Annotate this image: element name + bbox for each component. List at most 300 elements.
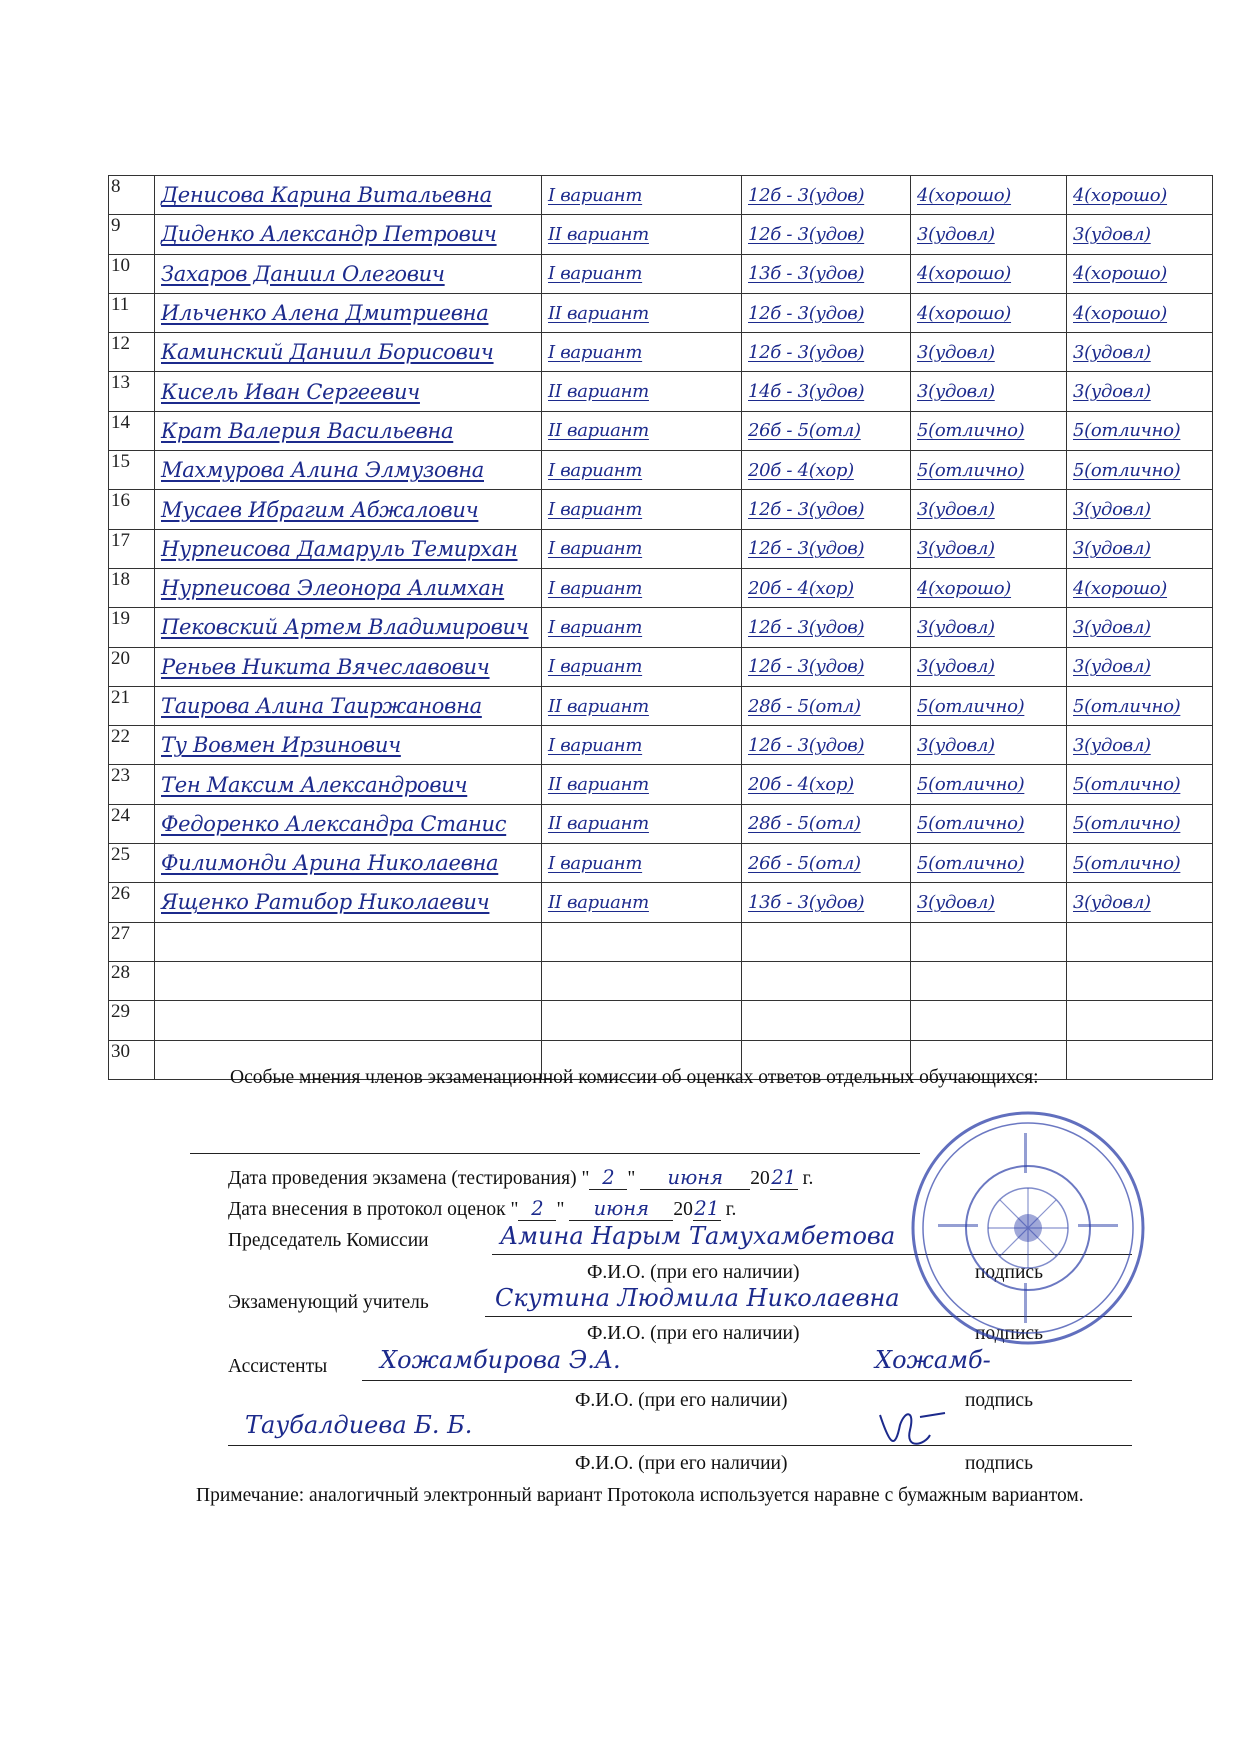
student-name: Мусаев Ибрагим Абжалович: [161, 497, 479, 522]
test-score-cell: [742, 883, 911, 922]
final-grade: 3(удовл): [1073, 223, 1151, 245]
table-row: [109, 961, 1213, 1000]
chairman-caption-sign: подпись: [975, 1262, 1043, 1283]
exam-date-year-prefix: 20: [750, 1168, 770, 1189]
test-score: 12б - 3(удов): [748, 302, 865, 324]
test-variant: I вариант: [548, 341, 643, 363]
final-grade: 5(отлично): [1073, 774, 1181, 796]
final-grade-cell: [1067, 804, 1213, 843]
exam-grade: 4(хорошо): [917, 184, 1012, 206]
exam-grade-cell: [911, 451, 1067, 490]
test-score-cell: [742, 765, 911, 804]
test-score-cell: [742, 333, 911, 372]
row-number: 27: [111, 922, 130, 944]
test-variant-cell: [542, 372, 742, 411]
protocol-date-day: 2: [518, 1197, 556, 1221]
exam-grade: 4(хорошо): [917, 302, 1012, 324]
test-score: 13б - 3(удов): [748, 263, 865, 285]
final-grade-cell: [1067, 254, 1213, 293]
row-number-cell: [109, 608, 155, 647]
student-name-cell: [155, 411, 542, 450]
row-number-cell: [109, 647, 155, 686]
final-grade-cell: [1067, 647, 1213, 686]
test-score: 12б - 3(удов): [748, 656, 865, 678]
exam-grade-cell: [911, 568, 1067, 607]
table-row: [109, 883, 1213, 922]
row-number-cell: [109, 529, 155, 568]
test-score: 20б - 4(хор): [748, 459, 854, 481]
test-variant-cell: [542, 961, 742, 1000]
student-name-cell: [155, 215, 542, 254]
exam-date-suffix: г.: [802, 1168, 814, 1189]
opinions-blank-line: [190, 1153, 920, 1154]
protocol-date-suffix: г.: [725, 1199, 737, 1220]
row-number: 12: [111, 333, 130, 355]
test-score-cell: [742, 293, 911, 332]
exam-grade: 3(удовл): [917, 734, 995, 756]
final-grade: 3(удовл): [1073, 538, 1151, 560]
test-score: 14б - 3(удов): [748, 381, 865, 403]
student-name: Денисова Карина Витальевна: [161, 183, 492, 208]
final-grade-cell: [1067, 451, 1213, 490]
exam-grade: 3(удовл): [917, 891, 995, 913]
student-name: Ященко Ратибор Николаевич: [161, 890, 490, 915]
test-variant: II вариант: [548, 420, 649, 442]
final-grade-cell: [1067, 922, 1213, 961]
remark: [190, 1480, 1145, 1512]
exam-grade: 4(хорошо): [917, 577, 1012, 599]
final-grade-cell: [1067, 765, 1213, 804]
final-grade-cell: [1067, 883, 1213, 922]
student-name-cell: [155, 883, 542, 922]
final-grade: 5(отлично): [1073, 420, 1181, 442]
test-score-cell: [742, 726, 911, 765]
test-variant: I вариант: [548, 538, 643, 560]
row-number: 16: [111, 490, 130, 512]
table-row: [109, 333, 1213, 372]
student-name-cell: [155, 333, 542, 372]
student-name: Федоренко Александра Станис: [161, 811, 507, 836]
test-score-cell: [742, 451, 911, 490]
student-name: Нурпеисова Элеонора Алимхан: [161, 576, 505, 601]
row-number-cell: [109, 176, 155, 215]
test-variant: I вариант: [548, 734, 643, 756]
table-row: [109, 529, 1213, 568]
exam-grade: 5(отлично): [917, 695, 1025, 717]
final-grade: 5(отлично): [1073, 695, 1181, 717]
exam-grade-cell: [911, 726, 1067, 765]
test-variant-cell: [542, 804, 742, 843]
student-name-cell: [155, 647, 542, 686]
test-score: 12б - 3(удов): [748, 223, 865, 245]
test-score-cell: [742, 372, 911, 411]
test-score: 12б - 3(удов): [748, 616, 865, 638]
exam-grade-cell: [911, 844, 1067, 883]
row-number-cell: [109, 726, 155, 765]
row-number: 26: [111, 883, 130, 905]
row-number: 21: [111, 686, 130, 708]
row-number-cell: [109, 254, 155, 293]
special-opinions-text: Особые мнения членов экзаменационной комиссии об оценках ответов отдельных обучающихся:: [230, 1067, 1039, 1088]
test-variant: II вариант: [548, 223, 649, 245]
assistants-label: Ассистенты: [228, 1356, 328, 1377]
table-row: [109, 411, 1213, 450]
exam-date-year: 21: [771, 1166, 797, 1189]
row-number-cell: [109, 883, 155, 922]
table-row: [109, 451, 1213, 490]
test-score: 12б - 3(удов): [748, 538, 865, 560]
student-name-cell: [155, 922, 542, 961]
final-grade: 4(хорошо): [1073, 263, 1168, 285]
final-grade: 3(удовл): [1073, 891, 1151, 913]
final-grade: 5(отлично): [1073, 813, 1181, 835]
table-row: [109, 686, 1213, 725]
final-grade-cell: [1067, 961, 1213, 1000]
final-grade-cell: [1067, 293, 1213, 332]
protocol-date-year: 21: [694, 1197, 720, 1220]
test-variant-cell: [542, 293, 742, 332]
exam-grade-cell: [911, 647, 1067, 686]
exam-grade: 3(удовл): [917, 616, 995, 638]
final-grade-cell: [1067, 608, 1213, 647]
student-name-cell: [155, 608, 542, 647]
row-number-cell: [109, 1001, 155, 1040]
examiner-label: Экзаменующий учитель: [228, 1292, 429, 1313]
test-score-cell: [742, 608, 911, 647]
student-name: Ту Вовмен Ирзинович: [161, 733, 401, 758]
row-number: 9: [111, 215, 121, 237]
table-row: [109, 804, 1213, 843]
final-grade-cell: [1067, 1001, 1213, 1040]
test-score: 26б - 5(отл): [748, 852, 861, 874]
exam-grade-cell: [911, 608, 1067, 647]
test-score-cell: [742, 254, 911, 293]
student-name-cell: [155, 726, 542, 765]
exam-grade: 5(отлично): [917, 813, 1025, 835]
row-number: 25: [111, 844, 130, 866]
row-number: 14: [111, 411, 130, 433]
assistant1-signature-line: [362, 1380, 1132, 1381]
student-name-cell: [155, 1001, 542, 1040]
exam-grade-cell: [911, 529, 1067, 568]
exam-grade-cell: [911, 961, 1067, 1000]
final-grade-cell: [1067, 568, 1213, 607]
test-variant-cell: [542, 726, 742, 765]
student-name-cell: [155, 844, 542, 883]
test-variant-cell: [542, 254, 742, 293]
student-name: Махмурова Алина Элмузовна: [161, 458, 484, 483]
assistant2-caption-fio: Ф.И.О. (при его наличии): [575, 1453, 788, 1474]
table-row: [109, 215, 1213, 254]
test-score: 12б - 3(удов): [748, 341, 865, 363]
final-grade: 4(хорошо): [1073, 184, 1168, 206]
test-score-cell: [742, 411, 911, 450]
row-number-cell: [109, 215, 155, 254]
final-grade: 3(удовл): [1073, 341, 1151, 363]
final-grade-cell: [1067, 176, 1213, 215]
test-variant: I вариант: [548, 577, 643, 599]
row-number-cell: [109, 686, 155, 725]
exam-date-label: Дата проведения экзамена (тестирования) ": [228, 1168, 590, 1189]
table-row: [109, 568, 1213, 607]
row-number-cell: [109, 451, 155, 490]
final-grade-cell: [1067, 844, 1213, 883]
row-number: 20: [111, 647, 130, 669]
exam-date-day: 2: [589, 1166, 627, 1190]
final-grade: 3(удовл): [1073, 381, 1151, 403]
test-score: 28б - 5(отл): [748, 695, 861, 717]
row-number: 24: [111, 804, 130, 826]
table-row: [109, 372, 1213, 411]
exam-grade-cell: [911, 293, 1067, 332]
final-grade-cell: [1067, 411, 1213, 450]
student-name-cell: [155, 293, 542, 332]
test-score: 20б - 4(хор): [748, 577, 854, 599]
exam-grade-cell: [911, 411, 1067, 450]
student-name: Пековский Артем Владимирович: [161, 615, 529, 640]
official-stamp: [908, 1108, 1148, 1348]
final-grade: 5(отлично): [1073, 459, 1181, 481]
student-name: Каминский Даниил Борисович: [161, 340, 494, 365]
test-variant: II вариант: [548, 695, 649, 717]
test-score: 12б - 3(удов): [748, 184, 865, 206]
row-number: 30: [111, 1040, 130, 1062]
exam-date-line: [228, 1166, 813, 1190]
test-variant: I вариант: [548, 263, 643, 285]
exam-grade-cell: [911, 333, 1067, 372]
test-score-cell: [742, 647, 911, 686]
table-row: [109, 922, 1213, 961]
test-variant-cell: [542, 647, 742, 686]
results-table: [108, 175, 1213, 1080]
table-row: [109, 726, 1213, 765]
student-name-cell: [155, 686, 542, 725]
test-variant: I вариант: [548, 459, 643, 481]
test-variant: II вариант: [548, 813, 649, 835]
test-variant: I вариант: [548, 852, 643, 874]
test-score-cell: [742, 176, 911, 215]
row-number-cell: [109, 372, 155, 411]
test-variant-cell: [542, 844, 742, 883]
test-variant: I вариант: [548, 184, 643, 206]
student-name: Таирова Алина Таиржановна: [161, 694, 482, 718]
row-number-cell: [109, 490, 155, 529]
test-variant-cell: [542, 529, 742, 568]
final-grade-cell: [1067, 686, 1213, 725]
exam-grade: 3(удовл): [917, 381, 995, 403]
chairman-name: Амина Нарым Тамухамбетова: [500, 1222, 896, 1250]
assistant2-caption-sign: подпись: [965, 1453, 1033, 1474]
student-name: Нурпеисова Дамаруль Темирхан: [161, 536, 518, 561]
row-number: 29: [111, 1001, 130, 1023]
test-variant: I вариант: [548, 656, 643, 678]
exam-grade: 5(отлично): [917, 852, 1025, 874]
exam-date-month: июня: [640, 1166, 750, 1190]
test-variant-cell: [542, 333, 742, 372]
assistant2-name: Таубалдиева Б. Б.: [245, 1411, 473, 1439]
test-score-cell: [742, 686, 911, 725]
row-number: 23: [111, 765, 130, 787]
row-number-cell: [109, 293, 155, 332]
remark-text: Примечание: аналогичный электронный вариант Протокола используется наравне с бумажным вариантом.: [196, 1485, 1084, 1506]
chairman-caption-fio: Ф.И.О. (при его наличии): [587, 1262, 800, 1283]
table-row: [109, 293, 1213, 332]
test-score-cell: [742, 922, 911, 961]
row-number-cell: [109, 411, 155, 450]
test-variant-cell: [542, 568, 742, 607]
exam-grade-cell: [911, 372, 1067, 411]
test-variant: II вариант: [548, 302, 649, 324]
test-variant-cell: [542, 765, 742, 804]
test-variant-cell: [542, 1001, 742, 1040]
row-number: 11: [111, 293, 130, 315]
row-number-cell: [109, 922, 155, 961]
assistant2-signature-mark: [870, 1405, 950, 1460]
test-score-cell: [742, 568, 911, 607]
table-row: [109, 608, 1213, 647]
row-number: 17: [111, 529, 130, 551]
exam-grade-cell: [911, 922, 1067, 961]
student-name: Крат Валерия Васильевна: [161, 418, 454, 443]
test-score-cell: [742, 804, 911, 843]
test-score: 26б - 5(отл): [748, 420, 861, 442]
table-row: [109, 647, 1213, 686]
test-variant-cell: [542, 608, 742, 647]
exam-grade-cell: [911, 176, 1067, 215]
exam-grade-cell: [911, 254, 1067, 293]
test-variant-cell: [542, 451, 742, 490]
test-variant-cell: [542, 215, 742, 254]
test-score: 13б - 3(удов): [748, 891, 865, 913]
test-variant: II вариант: [548, 891, 649, 913]
final-grade-cell: [1067, 215, 1213, 254]
final-grade-cell: [1067, 333, 1213, 372]
test-score-cell: [742, 529, 911, 568]
exam-grade-cell: [911, 215, 1067, 254]
test-variant: II вариант: [548, 381, 649, 403]
exam-grade: 5(отлично): [917, 459, 1025, 481]
test-score-cell: [742, 1001, 911, 1040]
results-table-body: [109, 176, 1213, 1080]
final-grade-cell: [1067, 529, 1213, 568]
test-variant-cell: [542, 686, 742, 725]
exam-grade: 5(отлично): [917, 420, 1025, 442]
table-row: [109, 765, 1213, 804]
test-score-cell: [742, 844, 911, 883]
student-name-cell: [155, 490, 542, 529]
exam-grade-cell: [911, 1001, 1067, 1040]
assistant1-caption-sign: подпись: [965, 1390, 1033, 1411]
exam-grade: 4(хорошо): [917, 263, 1012, 285]
table-row: [109, 254, 1213, 293]
student-name-cell: [155, 254, 542, 293]
test-variant-cell: [542, 176, 742, 215]
exam-grade: 3(удовл): [917, 656, 995, 678]
special-opinions: [190, 1064, 1212, 1092]
exam-grade-cell: [911, 686, 1067, 725]
exam-grade: 3(удовл): [917, 223, 995, 245]
test-variant: II вариант: [548, 774, 649, 796]
student-name-cell: [155, 804, 542, 843]
table-row: [109, 844, 1213, 883]
row-number-cell: [109, 765, 155, 804]
row-number-cell: [109, 961, 155, 1000]
exam-grade-cell: [911, 883, 1067, 922]
row-number-cell: [109, 333, 155, 372]
assistant1-signature: Хожамб-: [875, 1346, 991, 1374]
row-number: 10: [111, 254, 130, 276]
row-number: 28: [111, 961, 130, 983]
test-variant-cell: [542, 883, 742, 922]
test-score: 12б - 3(удов): [748, 499, 865, 521]
student-name-cell: [155, 372, 542, 411]
test-score: 28б - 5(отл): [748, 813, 861, 835]
final-grade: 3(удовл): [1073, 499, 1151, 521]
protocol-date-label: Дата внесения в протокол оценок ": [228, 1199, 519, 1220]
row-number: 8: [111, 176, 121, 197]
student-name-cell: [155, 765, 542, 804]
test-score-cell: [742, 215, 911, 254]
final-grade: 3(удовл): [1073, 656, 1151, 678]
final-grade-cell: [1067, 726, 1213, 765]
student-name: Филимонди Арина Николаевна: [161, 851, 499, 876]
final-grade: 4(хорошо): [1073, 302, 1168, 324]
student-name: Реньев Никита Вячеславович: [161, 654, 490, 679]
protocol-date-line: [228, 1197, 736, 1221]
row-number-cell: [109, 804, 155, 843]
student-name-cell: [155, 451, 542, 490]
row-number: 15: [111, 451, 130, 473]
protocol-date-year-prefix: 20: [673, 1199, 693, 1220]
final-grade: 5(отлично): [1073, 852, 1181, 874]
student-name: Тен Максим Александрович: [161, 772, 468, 797]
table-row: [109, 1001, 1213, 1040]
final-grade: 4(хорошо): [1073, 577, 1168, 599]
exam-date-quote: ": [627, 1168, 636, 1189]
test-score: 20б - 4(хор): [748, 774, 854, 796]
exam-grade-cell: [911, 490, 1067, 529]
examiner-name: Скутина Людмила Николаевна: [495, 1284, 900, 1312]
test-score-cell: [742, 961, 911, 1000]
test-variant-cell: [542, 411, 742, 450]
test-variant-cell: [542, 490, 742, 529]
student-name-cell: [155, 568, 542, 607]
exam-grade-cell: [911, 765, 1067, 804]
row-number: 13: [111, 372, 130, 394]
student-name-cell: [155, 529, 542, 568]
chairman-label: Председатель Комиссии: [228, 1230, 429, 1251]
assistant1-caption-fio: Ф.И.О. (при его наличии): [575, 1390, 788, 1411]
final-grade: 3(удовл): [1073, 616, 1151, 638]
table-row: [109, 176, 1213, 215]
test-variant-cell: [542, 922, 742, 961]
final-grade-cell: [1067, 372, 1213, 411]
row-number: 19: [111, 608, 130, 630]
examiner-caption-sign: подпись: [975, 1323, 1043, 1344]
student-name: Ильченко Алена Дмитриевна: [161, 301, 489, 326]
assistant2-signature-line: [228, 1445, 1132, 1446]
row-number-cell: [109, 844, 155, 883]
student-name: Диденко Александр Петрович: [161, 222, 497, 247]
row-number-cell: [109, 1040, 155, 1079]
exam-grade-cell: [911, 804, 1067, 843]
exam-grade: 3(удовл): [917, 538, 995, 560]
assistant1-name: Хожамбирова Э.А.: [380, 1346, 621, 1374]
protocol-date-quote: ": [556, 1199, 565, 1220]
student-name: Захаров Даниил Олегович: [161, 261, 445, 286]
test-variant: I вариант: [548, 616, 643, 638]
final-grade: 3(удовл): [1073, 734, 1151, 756]
